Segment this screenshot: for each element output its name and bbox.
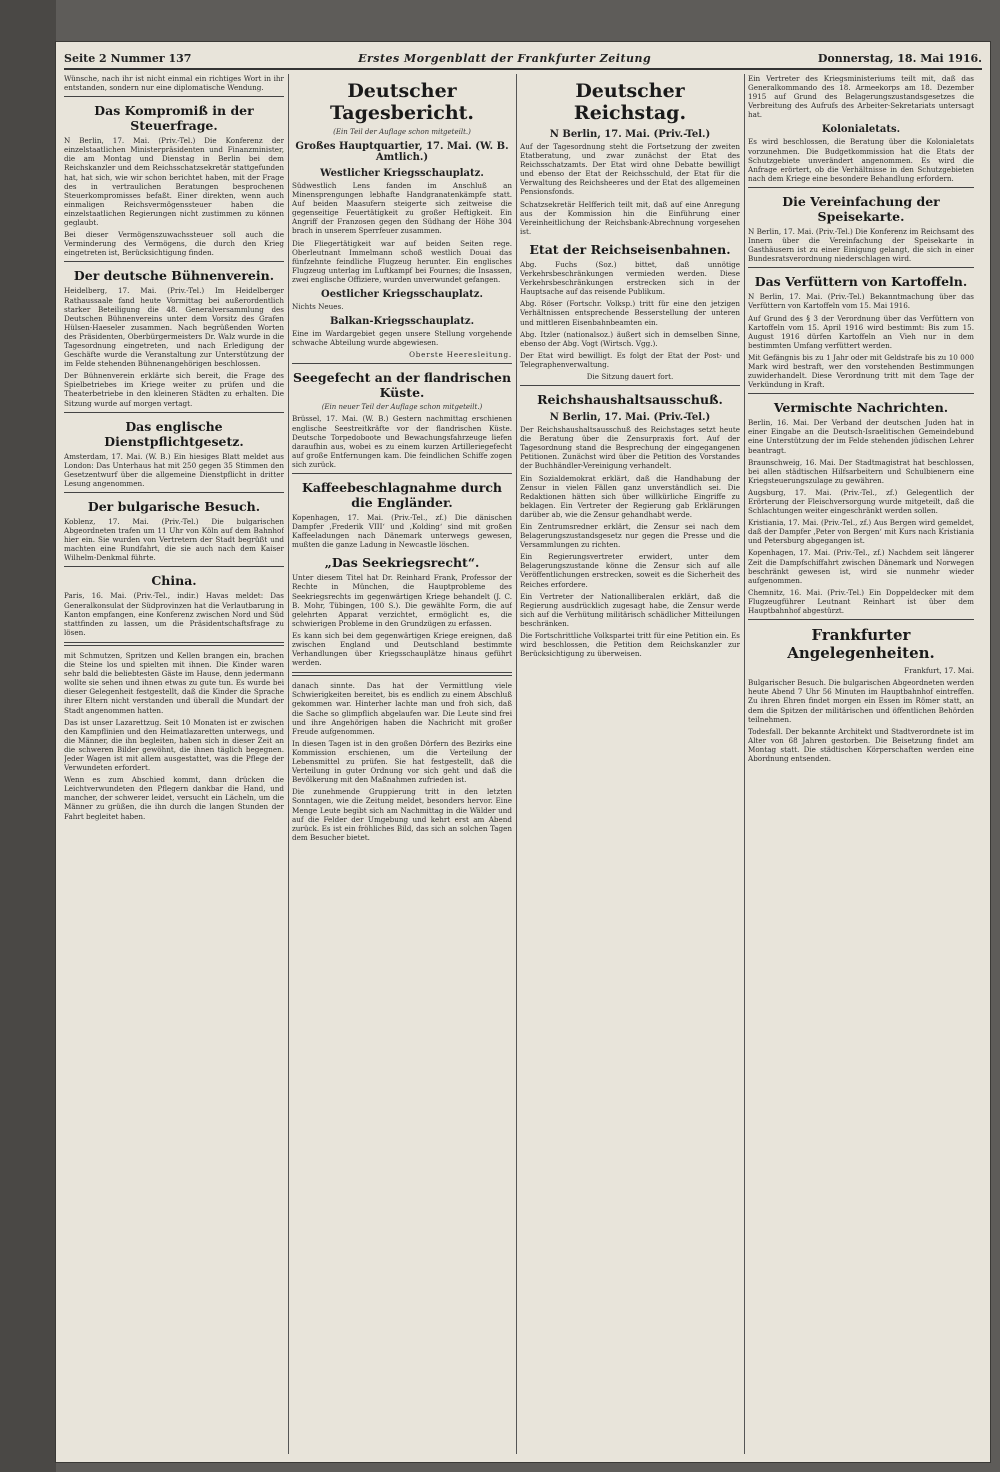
divider (64, 492, 284, 493)
paragraph: Die zunehmende Gruppierung tritt in den letzten Sonntagen, wie die Zeitung meldet, besonders hervor. Eine Menge Leute begibt sich am Nachmittag in die Wälder und auf die Felder der Umgebung und kehrt erst am Abend zurück. Es ist ein fröhliches Bild, das sich an solchen Tagen dem Besucher bietet. (292, 787, 512, 842)
paragraph: Kopenhagen, 17. Mai. (Priv.-Tel., zf.) Nachdem seit längerer Zeit die Dampfschiffahrt zwischen Dänemark und Norwegen beschränkt gewesen ist, wird sie nunmehr wieder aufgenommen. (748, 548, 974, 585)
paragraph: Auf der Tagesordnung steht die Fortsetzung der zweiten Etatberatung, und zwar zunächst der Etat des Reichsschatzamts. Der Etat wird ohne Debatte bewilligt und ebenso der Etat der Reichsschuld, der Etat für die Verwaltung des Reichsheeres und der Etat des allgemeinen Pensionsfonds. (520, 142, 740, 197)
paragraph: Südwestlich Lens fanden im Anschluß an Minensprengungen lebhafte Handgranatenkämpfe statt. Auf beiden Maasufern steigerte sich zeitweise die gegenseitige Feuertätigkeit zu großer Heftigkeit. Ein Angriff der Franzosen gegen den Südhang der Höhe 304 brach in unserem Sperrfeuer zusammen. (292, 181, 512, 236)
paragraph: Bulgarischer Besuch. Die bulgarischen Abgeordneten werden heute Abend 7 Uhr 56 Minuten im Hauptbahnhof eintreffen. Zu ihren Ehren findet morgen ein Essen im Römer statt, an dem die Spitzen der militärischen und öffentlichen Behörden teilnehmen. (748, 678, 974, 724)
paragraph: In diesen Tagen ist in den großen Dörfern des Bezirks eine Kommission erschienen, um die Verteilung der Lebensmittel zu prüfen. Sie hat festgestellt, daß die Verteilung in guter Ordnung vor sich geht und daß die Bevölkerung mit den Maßnahmen zufrieden ist. (292, 738, 512, 785)
section-divider (64, 642, 284, 646)
heading-oestlich: Oestlicher Kriegsschauplatz. (321, 289, 483, 301)
paragraph: Abg. Fuchs (Soz.) bittet, daß unnötige Verkehrsbeschränkungen vermieden werden. Diese Verkehrsbeschränkungen erstrecken sich in der Hauptsache auf das reisende Publikum. (520, 259, 740, 297)
paragraph: Schatzsekretär Helfferich teilt mit, daß auf eine Anregung aus der Kommission hin die Einführung einer Vereinheitlichung der Reichsbank-Abrechnung vorgesehen ist. (520, 199, 740, 236)
paragraph: Koblenz, 17. Mai. (Priv.-Tel.) Die bulgarischen Abgeordneten trafen um 11 Uhr von Köln auf dem Bahnhof hier ein. Sie wurden von Vertretern der Stadt begrüßt und machten eine Rundfahrt, die sie auch nach dem Kaiser Wilhelm-Denkmal führte. (64, 517, 284, 563)
header-date: Donnerstag, 18. Mai 1916. (817, 51, 982, 65)
column-rule (744, 74, 745, 1454)
columns (64, 74, 982, 1454)
divider (64, 261, 284, 262)
paragraph: N Berlin, 17. Mai. (Priv.-Tel.) Bekanntmachung über das Verfüttern von Kartoffeln vom 15. Mai 1916. (748, 292, 974, 311)
column-rule (288, 74, 289, 1454)
paragraph: Ein Regierungsvertreter erwidert, unter dem Belagerungszustande könne die Zensur sich auf alle Veröffentlichungen erstrecken, soweit es die Sicherheit des Reiches erfordere. (520, 552, 740, 589)
divider (64, 412, 284, 413)
divider (748, 393, 974, 394)
heading-bulgarischer-besuch: Der bulgarische Besuch. (87, 499, 261, 514)
paragraph: Amsterdam, 17. Mai. (W. B.) Ein hiesiges Blatt meldet aus London: Das Unterhaus hat mit 250 gegen 35 Stimmen den Gesetzentwurf über die allgemeine Dienstpflicht in dritter Lesung angenommen. (64, 451, 284, 488)
paragraph: Der Reichshaushaltsausschuß des Reichstages setzt heute die Beratung über die Zensurpraxis fort. Auf der Tagesordnung stand die Besprechung der eingegangenen Petitionen. Zunächst wird über die Petition des Vorstandes der Buchhändler-Vereinigung verhandelt. (520, 425, 740, 471)
heading-kaffee: Kaffeebeschlagnahme durch die Engländer. (301, 479, 503, 510)
column-3 (520, 74, 740, 1454)
heading-haushaltsausschuss: Reichshaushaltsausschuß. (537, 392, 723, 408)
heading-kolonialetats: Kolonialetats. (821, 124, 901, 136)
heading-china: China. (151, 573, 197, 589)
paragraph: Es kann sich bei dem gegenwärtigen Kriege ereignen, daß zwischen England und Deutschland bestimmte Verhandlungen über Kriegsschauplätze hinaus geführt werden. (292, 630, 512, 668)
paragraph: Brüssel, 17. Mai. (W. B.) Gestern nachmittag erschienen englische Seestreitkräfte vor der flandrischen Küste. Deutsche Torpedoboote und Bewachungsfahrzeuge liefen daraufhin aus, wobei es zu einem kurzen Artilleriegefecht auf große Entfernungen kam. Die feindlichen Schiffe zogen sich zurück. (292, 414, 512, 469)
scan-margin (0, 0, 56, 1472)
heading-seekriegsrecht: „Das Seekriegsrecht“. (324, 555, 480, 571)
paragraph: Kristiania, 17. Mai. (Priv.-Tel., zf.) Aus Bergen wird gemeldet, daß der Dampfer ‚Peter von Bergen‘ mit Kurs nach Kristiania und Petersburg abgegangen ist. (748, 518, 974, 546)
paragraph: Es wird beschlossen, die Beratung über die Kolonialetats vorzunehmen. Die Budgetkommission hat die Etats der Schutzgebiete unverändert angenommen. Es wird die Anfrage erörtert, ob die Verhältnisse in den Schutzgebieten nach dem Kriege eine besondere Behandlung erfordern. (748, 137, 974, 183)
divider (292, 473, 512, 474)
heading-speisekarte: Die Vereinfachung der Speisekarte. (782, 193, 940, 224)
heading-balkan: Balkan-Kriegsschauplatz. (329, 316, 475, 328)
paragraph: Eine im Wardargebiet gegen unsere Stellung vorgehende schwache Abteilung wurde abgewiesen. (292, 329, 512, 348)
paragraph: N Berlin, 17. Mai. (Priv.-Tel.) Die Konferenz im Reichsamt des Innern über die Vereinfachung der Speisekarte in Gasthäusern ist zu einer Einigung gelangt, die sich in einer Bundesratsverordnung niederschlagen wird. (748, 226, 974, 264)
divider (520, 385, 740, 386)
intro-text: Wünsche, nach ihr ist nicht einmal ein richtiges Wort in ihr entstanden, sondern nur eine diplomatische Wendung. (64, 74, 284, 93)
subheading: (Ein neuer Teil der Auflage schon mitgeteilt.) (321, 403, 483, 412)
paragraph: N Berlin, 17. Mai. (Priv.-Tel.) Die Konferenz der einzelstaatlichen Ministerpräsidenten und Finanzminister, die am Montag und Dienstag in Berlin bei dem Reichskanzler und dem Reichsschatzsekretär stattgefunden hat, hat sich, wie wir schon berichtet haben, mit der Frage des in vertraulichen Beratungen besprochenen Steuerkompromisses befaßt. Einer direkten, wenn auch einmaligen Reichsvermögenssteuer haben die einzelstaatlichen Regierungen nicht zustimmen zu können geglaubt. (64, 136, 284, 228)
paragraph: Mit Gefängnis bis zu 1 Jahr oder mit Geldstrafe bis zu 10 000 Mark wird bestraft, wer den vorstehenden Bestimmungen zuwiderhandelt. Diese Verordnung tritt mit dem Tage der Verkündung in Kraft. (748, 352, 974, 390)
header-masthead: Erstes Morgenblatt der Frankfurter Zeitung (358, 51, 652, 65)
paragraph: Paris, 16. Mai. (Priv.-Tel., indir.) Havas meldet: Das Generalkonsulat der Südprovinzen hat die Verlautbarung in Kanton empfangen, eine Konferenz zwischen Nord und Süd stattfinden zu lassen, um die Präsidentschaftsfrage zu lösen. (64, 591, 284, 637)
paragraph: Wenn es zum Abschied kommt, dann drücken die Leichtverwundeten den Pflegern dankbar die Hand, und mancher, der schwerer leidet, versucht ein Lächeln, um die Männer zu grüßen, die ihn durch die langen Stunden der Fahrt begleitet haben. (64, 775, 284, 821)
paragraph: Unter diesem Titel hat Dr. Reinhard Frank, Professor der Rechte in München, die Hauptprobleme des Seekriegsrechts im gegenwärtigen Kriege behandelt (J. C. B. Mohr, Tübingen, 100 S.). Die gewählte Form, die auf gelehrten Apparat verzichtet, ermöglicht es, die schwierigen Probleme in den Grundzügen zu erfassen. (292, 573, 512, 628)
paragraph: Nichts Neues. (292, 302, 344, 312)
paragraph: Ein Vertreter des Kriegsministeriums teilt mit, daß das Generalkommando des 18. Armeekorps am 18. Dezember 1915 auf Grund des Belagerungszustandsgesetzes die Verbreitung des Aufrufs des Arbeiter-Sekretariats untersagt hat. (748, 74, 974, 120)
paragraph: Ein Vertreter der Nationalliberalen erklärt, daß die Regierung ausdrücklich zugesagt habe, die Zensur werde sich auf die Verhütung militärisch schädlicher Mitteilungen beschränken. (520, 591, 740, 628)
signature: Oberste Heeresleitung. (409, 350, 512, 360)
heading-reichstag: Deutscher Reichstag. (573, 80, 687, 124)
divider (64, 96, 284, 97)
heading-steuerfrage: Das Kompromiß in der Steuerfrage. (94, 103, 254, 134)
divider (292, 363, 512, 364)
column-2 (292, 74, 512, 1454)
heading-westlich: Westlicher Kriegsschauplatz. (320, 168, 484, 179)
paragraph: Augsburg, 17. Mai. (Priv.-Tel., zf.) Gelegentlich der Erörterung der Fleischversorgung wurde mitgeteilt, daß die Schlachtungen weiter eingeschränkt werden sollen. (748, 487, 974, 516)
paragraph: Die Fliegertätigkeit war auf beiden Seiten rege. Oberleutnant Immelmann schoß westlich Douai das fünfzehnte feindliche Flugzeug herunter. Ein englisches Flugzeug unterlag im Luftkampf bei Fournes; die Insassen, zwei englische Offiziere, wurden unverwundet gefangen. (292, 238, 512, 284)
paragraph: Auf Grund des § 3 der Verordnung über das Verfüttern von Kartoffeln vom 15. April 1916 wird bestimmt: Bis zum 15. August 1916 dürfen Kartoffeln an Vieh nur in dem bestimmten Umfang verfüttert werden. (748, 313, 974, 350)
column-4 (748, 74, 974, 1454)
dateline: Frankfurt, 17. Mai. (904, 666, 974, 676)
paragraph: Chemnitz, 16. Mai. (Priv.-Tel.) Ein Doppeldecker mit dem Flugzeugführer Leutnant Reinhart ist über dem Hauptbahnhof abgestürzt. (748, 587, 974, 616)
paragraph: Ein Zentrumsredner erklärt, die Zensur sei nach dem Belagerungszustandsgesetz nur gegen die Presse und die Versammlungen zu richten. (520, 522, 740, 550)
paragraph: Heidelberg, 17. Mai. (Priv.-Tel.) Im Heidelberger Rathaussaale fand heute Vormittag bei außerordentlich starker Beteiligung die 48. Generalversammlung des Deutschen Bühnenvereins unter dem Vorsitz des Grafen Hülsen-Haeseler zusammen. Nach begrüßenden Worten des Präsidenten, Oberbürgermeisters Dr. Walz wurde in die Tagesordnung eingetreten, und nach Erledigung der Geschäfte wurde die Veranstaltung zur Unterstützung der im Felde stehenden Bühnenangehörigen beschlossen. (64, 286, 284, 369)
divider (748, 267, 974, 268)
section-divider (292, 672, 512, 676)
dateline: N Berlin, 17. Mai. (Priv.-Tel.) (549, 412, 711, 424)
paragraph: Der Bühnenverein erklärte sich bereit, die Frage des Spielbetriebes im Kriege weiter zu prüfen und die Theaterbetriebe in den kleineren Städten zu erhalten. Die Sitzung wurde auf morgen vertagt. (64, 371, 284, 408)
heading-dienstpflicht: Das englische Dienstpflichtgesetz. (104, 418, 244, 449)
heading-frankfurter-angelegenheiten: Frankfurter Angelegenheiten. (787, 626, 935, 663)
paragraph: Die Fortschrittliche Volkspartei tritt für eine Petition ein. Es wird beschlossen, die Petition dem Reichskanzler zur Berücksichtigung zu überweisen. (520, 631, 740, 659)
paragraph: Bei dieser Vermögenszuwachssteuer soll auch die Verminderung des Vermögens, die durch den Krieg eingetreten ist, Berücksichtigung finden. (64, 230, 284, 258)
paragraph: Kopenhagen, 17. Mai. (Priv.-Tel., zf.) Die dänischen Dampfer ‚Frederik VIII‘ und ‚Kolding‘ sind mit großen Kaffeeladungen nach Dänemark unterwegs gewesen, mußten die ganze Ladung in Newcastle löschen. (292, 512, 512, 550)
paragraph: Todesfall. Der bekannte Architekt und Stadtverordnete ist im Alter von 68 Jahren gestorben. Die Beisetzung findet am Montag statt. Die städtischen Körperschaften werden eine Abordnung entsenden. (748, 726, 974, 763)
paragraph: Ein Sozialdemokrat erklärt, daß die Handhabung der Zensur in vielen Fällen ganz unverständlich sei. Die Redaktionen hätten sich über willkürliche Eingriffe zu beklagen. Ein Vertreter der Regierung gab Erklärungen darüber ab, wie die Zensur gehandhabt werde. (520, 473, 740, 519)
paragraph: Die Sitzung dauert fort. (586, 371, 674, 381)
divider (748, 619, 974, 620)
column-rule (516, 74, 517, 1454)
column-1 (64, 74, 284, 1454)
page-header (64, 48, 982, 70)
heading-eisenbahn: Etat der Reichseisenbahnen. (529, 241, 731, 257)
paragraph: danach sinnte. Das hat der Vermittlung viele Schwierigkeiten bereitet, bis es endlich zu einem Abschluß gekommen war. Hinterher lachte man und froh sich, daß die Sache so glimpflich abgelaufen war. Die Leute sind frei und ihre Angehörigen haben die Nachricht mit großer Freude aufgenommen. (292, 681, 512, 736)
paragraph: Berlin, 16. Mai. Der Verband der deutschen Juden hat in einer Eingabe an die Deutsch-Israelitischen Gemeindebund eine Unterstützung der im Felde stehenden jüdischen Lehrer beantragt. (748, 418, 974, 455)
subheading: (Ein Teil der Auflage schon mitgeteilt.) (333, 128, 471, 136)
paragraph: Abg. Röser (Fortschr. Volksp.) tritt für eine den jetzigen Verhältnissen entsprechende Besserstellung der unteren und mittleren Eisenbahnbeamten ein. (520, 299, 740, 327)
paragraph: Abg. Itzler (nationalsoz.) äußert sich in demselben Sinne, ebenso der Abg. Vogt (Wirtsch. Vgg.). (520, 329, 740, 348)
heading-tagesbericht: Deutscher Tagesbericht. (329, 80, 475, 124)
heading-vermischte: Vermischte Nachrichten. (773, 400, 949, 416)
dateline: Großes Hauptquartier, 17. Mai. (W. B. Amtlich.) (295, 141, 509, 163)
paragraph: mit Schmutzen, Spritzen und Kellen brangen ein, brachen die Steine los und spielten mit ihnen. Die Kinder waren sehr bald die beliebtesten Gäste im Hause, denn jedermann wollte sie sehen und ihnen etwas zu gute tun. Es wurde bei dieser Gelegenheit festgestellt, daß die Kinder die Sprache ihrer Eltern nicht verstanden und überall die Mundart der Stadt angenommen hatten. (64, 650, 284, 715)
paragraph: Braunschweig, 16. Mai. Der Stadtmagistrat hat beschlossen, bei allen städtischen Hilfsarbeitern und Schulbienern eine Kriegsteuerungszulage zu gewähren. (748, 457, 974, 485)
header-page-number: Seite 2 Nummer 137 (64, 51, 192, 65)
newspaper-page (56, 42, 990, 1462)
divider (64, 566, 284, 567)
dateline: N Berlin, 17. Mai. (Priv.-Tel.) (549, 129, 711, 140)
heading-buehnenverein: Der deutsche Bühnenverein. (73, 268, 275, 284)
divider (748, 187, 974, 188)
heading-kartoffeln: Das Verfüttern von Kartoffeln. (754, 274, 968, 290)
paragraph: Der Etat wird bewilligt. Es folgt der Etat der Post- und Telegraphenverwaltung. (520, 350, 740, 369)
heading-seegefecht: Seegefecht an der flandrischen Küste. (292, 370, 512, 401)
paragraph: Das ist unser Lazarettzug. Seit 10 Monaten ist er zwischen den Kampflinien und den Heimatlazaretten unterwegs, und die Männer, die ihn begleiten, haben sich in dieser Zeit an die schweren Bilder gewöhnt, die ihnen täglich begegnen. Jeder Wagen ist mit allem ausgestattet, was die Pflege der Verwundeten erfordert. (64, 717, 284, 773)
